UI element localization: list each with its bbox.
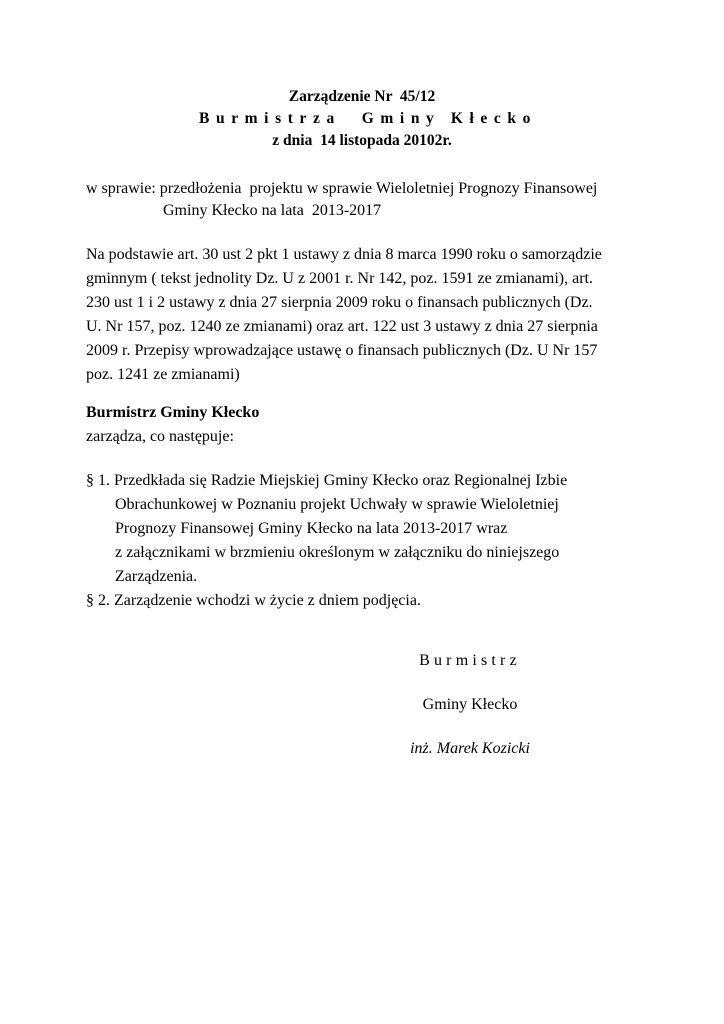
signature-organization: Gminy Kłecko [422,696,518,713]
section-1-line: Prognozy Finansowej Gminy Kłecko na lata 2013-2017 wraz [115,520,508,537]
signature-title: Burmistrz [419,652,521,669]
legal-basis-line: poz. 1241 ze zmianami) [86,366,240,383]
section-1-line: z załącznikami w brzmieniu określonym w załączniku do niniejszego [115,544,560,561]
legal-basis-line: gminnym ( tekst jednolity Dz. U z 2001 r. Nr 142, poz. 1591 ze zmianami), art. [86,270,593,287]
section-1-line: Zarządzenia. [115,568,198,585]
issuer-title: Burmistrza Gminy Kłecko [199,110,537,127]
document-date: z dnia 14 listopada 20102r. [272,132,452,149]
signature-name: inż. Marek Kozicki [410,740,530,757]
section-1-line: § 1. Przedkłada się Radzie Miejskiej Gminy Kłecko oraz Regionalnej Izbie [86,472,568,489]
legal-basis-line: U. Nr 157, poz. 1240 ze zmianami) oraz art. 122 ust 3 ustawy z dnia 27 sierpnia [86,318,598,335]
subject-line-1: w sprawie: przedłożenia projektu w sprawie Wieloletniej Prognozy Finansowej [86,180,598,197]
subject-line-2: Gminy Kłecko na lata 2013-2017 [163,202,382,219]
legal-basis-line: 230 ust 1 i 2 ustawy z dnia 27 sierpnia 2009 roku o finansach publicznych (Dz. [86,294,593,311]
section-2-line: § 2. Zarządzenie wchodzi w życie z dniem podjęcia. [86,592,421,609]
section-1-line: Obrachunkowej w Poznaniu projekt Uchwały w sprawie Wieloletniej [115,496,559,513]
decree-authority: Burmistrz Gminy Kłecko [86,404,260,421]
decree-intro: zarządza, co następuje: [86,428,234,445]
legal-basis-line: Na podstawie art. 30 ust 2 pkt 1 ustawy z dnia 8 marca 1990 roku o samorządzie [86,246,602,263]
document-title: Zarządzenie Nr 45/12 [288,88,436,105]
legal-basis-line: 2009 r. Przepisy wprowadzające ustawę o finansach publicznych (Dz. U Nr 157 [86,342,598,359]
